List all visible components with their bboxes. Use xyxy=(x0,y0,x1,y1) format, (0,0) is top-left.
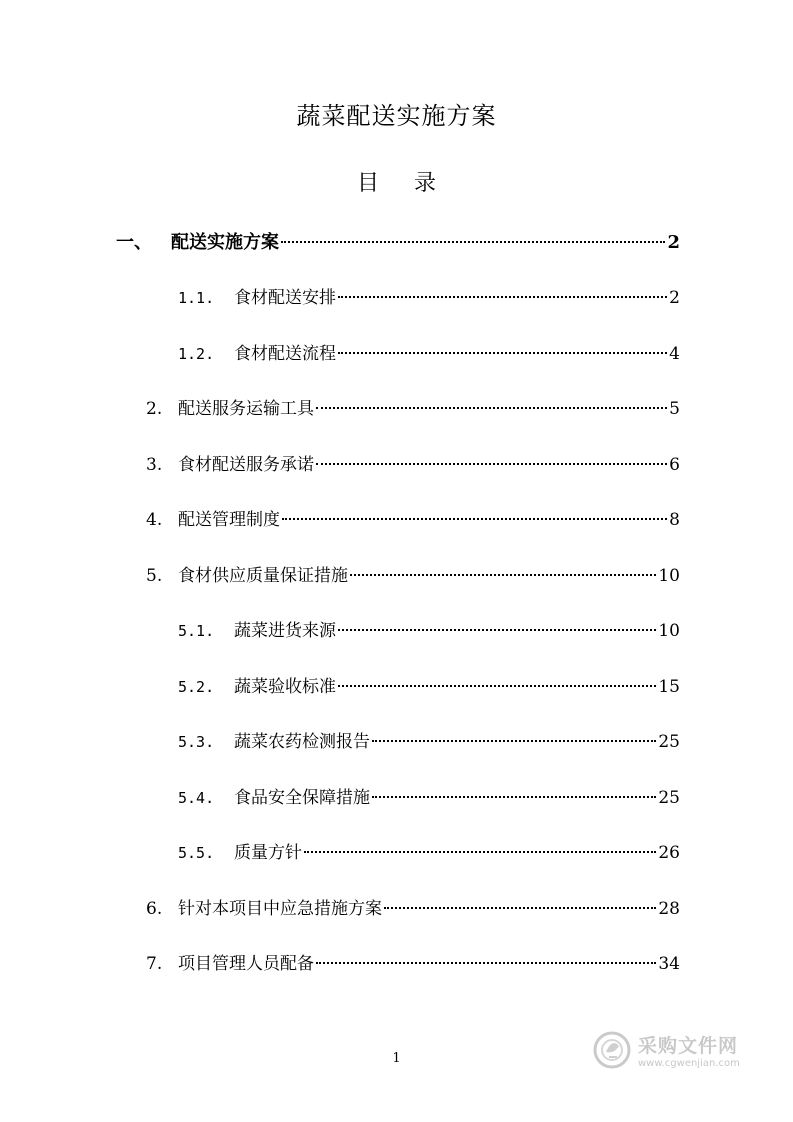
toc-dot-leader xyxy=(372,740,656,742)
toc-entry-number: 5.3. xyxy=(178,733,215,751)
toc-entry[interactable] xyxy=(146,891,680,927)
toc-dot-leader xyxy=(338,629,656,631)
toc-entry-text: 食材配送流程 xyxy=(234,344,336,364)
toc-entry-number: 4. xyxy=(146,510,163,530)
toc-entry-text: 针对本项目中应急措施方案 xyxy=(178,899,382,919)
toc-entry[interactable] xyxy=(178,835,680,871)
toc-entry[interactable] xyxy=(178,669,680,705)
toc-entry[interactable] xyxy=(146,391,680,427)
toc-entry-number: 5. xyxy=(146,566,163,586)
toc-title: 目 录 xyxy=(357,171,450,196)
toc-entry-page: 5 xyxy=(669,399,680,419)
toc-entry-page: 10 xyxy=(658,621,680,641)
toc-entry-number: 5.1. xyxy=(178,622,215,640)
toc-entry[interactable] xyxy=(178,724,680,760)
toc-entry-page: 15 xyxy=(658,677,680,697)
toc-entry-page: 25 xyxy=(658,732,680,752)
toc-entry-text: 配送管理制度 xyxy=(178,510,280,530)
toc-entry-text: 蔬菜进货来源 xyxy=(234,621,336,641)
toc-dot-leader xyxy=(350,574,656,576)
toc-entry[interactable] xyxy=(178,780,680,816)
toc-dot-leader xyxy=(384,907,656,909)
toc-entry-number: 6. xyxy=(146,899,163,919)
toc-entry-number: 5.4. xyxy=(178,789,215,807)
toc-entry-number: 1.2. xyxy=(178,345,215,363)
toc-entry-number: 2. xyxy=(146,399,163,419)
toc-dot-leader xyxy=(372,796,656,798)
toc-dot-leader xyxy=(338,352,667,354)
toc-entry-page: 8 xyxy=(669,510,680,530)
toc-entry[interactable] xyxy=(146,558,680,594)
toc-dot-leader xyxy=(281,241,665,243)
toc-entry[interactable] xyxy=(146,447,680,483)
toc-dot-leader xyxy=(338,296,667,298)
watermark xyxy=(592,1026,752,1074)
toc-dot-leader xyxy=(338,685,656,687)
document-title: 蔬菜配送实施方案 xyxy=(296,102,497,130)
cgwenjian-logo-icon xyxy=(592,1030,632,1070)
toc-entry-text: 蔬菜验收标准 xyxy=(234,677,336,697)
toc-entry-text: 食材配送服务承诺 xyxy=(178,455,314,475)
toc-entry[interactable] xyxy=(116,225,680,261)
toc-dot-leader xyxy=(304,851,656,853)
toc-dot-leader xyxy=(316,407,667,409)
toc-entry-page: 26 xyxy=(658,843,680,863)
toc-entry-number: 3. xyxy=(146,455,163,475)
toc-entry[interactable] xyxy=(178,336,680,372)
toc-entry-number: 1.1. xyxy=(178,289,215,307)
toc-dot-leader xyxy=(282,518,667,520)
toc-entry-page: 10 xyxy=(658,566,680,586)
watermark-name: 采购文件网 xyxy=(638,1035,739,1057)
toc-entry-page: 4 xyxy=(669,344,680,364)
toc-entry[interactable] xyxy=(146,946,680,982)
toc-entry[interactable] xyxy=(178,280,680,316)
toc-entry-page: 2 xyxy=(669,288,680,308)
toc-entry-text: 食品安全保障措施 xyxy=(234,788,370,808)
toc-entry-text: 蔬菜农药检测报告 xyxy=(234,732,370,752)
toc-entry[interactable] xyxy=(146,502,680,538)
toc-entry-text: 配送实施方案 xyxy=(171,232,279,253)
toc-entry[interactable] xyxy=(178,613,680,649)
toc-dot-leader xyxy=(316,962,656,964)
toc-entry-text: 配送服务运输工具 xyxy=(178,399,314,419)
toc-entry-number: 7. xyxy=(146,954,163,974)
toc-entry-text: 质量方针 xyxy=(234,843,302,863)
toc-entry-text: 项目管理人员配备 xyxy=(178,954,314,974)
toc-entry-page: 28 xyxy=(658,899,680,919)
toc-dot-leader xyxy=(316,463,667,465)
toc-entry-text: 食材供应质量保证措施 xyxy=(178,566,348,586)
toc-entry-text: 食材配送安排 xyxy=(234,288,336,308)
toc-entry-page: 34 xyxy=(658,954,680,974)
toc-entry-number: 一、 xyxy=(116,232,152,253)
toc-entry-page: 25 xyxy=(658,788,680,808)
toc-entry-number: 5.5. xyxy=(178,844,215,862)
toc-entry-number: 5.2. xyxy=(178,678,215,696)
page-number: 1 xyxy=(392,1051,401,1066)
watermark-url: www.cgwenjian.com xyxy=(638,1058,740,1069)
toc-entry-page: 2 xyxy=(667,232,680,253)
toc-entry-page: 6 xyxy=(669,455,680,475)
